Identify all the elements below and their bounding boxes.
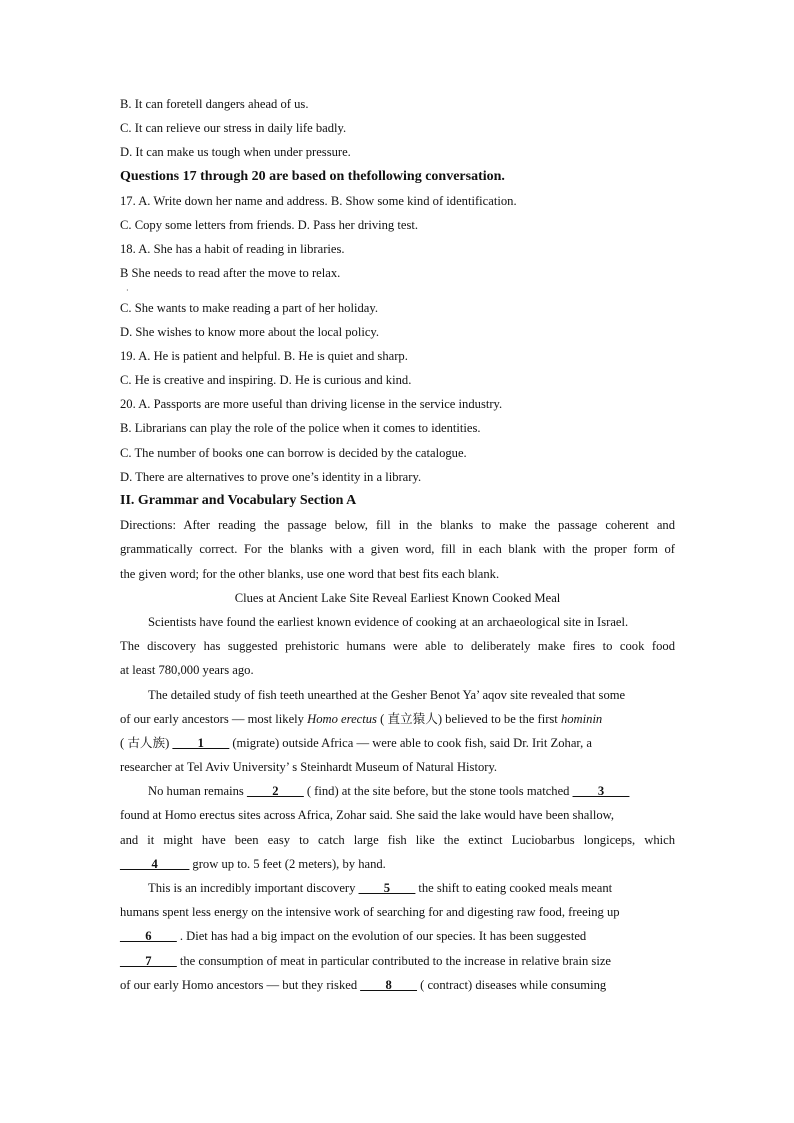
option-b: B. It can foretell dangers ahead of us.	[120, 97, 309, 111]
directions-line-1: Directions: After reading the passage below, fill in the blanks to make the passage coherent and	[120, 518, 675, 533]
p2-line-3-text-a: ( 古人族)	[120, 735, 170, 750]
q20-option-d: D. There are alternatives to prove one’s identity in a library.	[120, 469, 422, 484]
p4-line-1-text-a: This is an incredibly important discovery	[148, 881, 356, 895]
option-c: C. It can relieve our stress in daily life badly.	[120, 121, 347, 136]
q18-option-b: B She needs to read after the move to relax.	[120, 266, 341, 281]
p3-line-1-text-b: ( find) at the site before, but the stone tools matched	[306, 784, 570, 799]
p3-line-1	[120, 779, 675, 803]
directions-line-3: the given word; for the other blanks, use one word that best fits each blank.	[120, 566, 500, 581]
p1-line-2: The discovery has suggested prehistoric humans were able to deliberately make fires to cook food	[120, 639, 675, 654]
document-page	[120, 92, 675, 997]
blank-4[interactable]: _____4_____	[120, 856, 190, 871]
p3-line-4-text: grow up to. 5 feet (2 meters), by hand.	[192, 856, 386, 871]
q18-option-d: D. She wishes to know more about the local policy.	[120, 324, 380, 339]
blank-2[interactable]: ____2____	[247, 784, 304, 799]
p4-line-3	[120, 924, 675, 948]
q20-option-a: 20. A. Passports are more useful than driving license in the service industry.	[120, 397, 503, 412]
section-heading: II. Grammar and Vocabulary Section A	[120, 493, 357, 508]
p4-line-4	[120, 949, 675, 973]
p4-line-3-text: . Diet has had a big impact on the evolution of our species. It has been suggested	[179, 929, 587, 944]
blank-8[interactable]: ____8____	[360, 977, 417, 992]
q18-option-b-mark: ·	[126, 285, 129, 295]
species-name: Homo erectus	[307, 711, 377, 726]
p3-line-4	[120, 852, 675, 876]
q20-option-b: B. Librarians can play the role of the police when it comes to identities.	[120, 421, 481, 436]
p1-line-3: at least 780,000 years ago.	[120, 663, 254, 678]
p2-line-3-text-b: (migrate) outside Africa — were able to cook fish, said Dr. Irit Zohar, a	[232, 735, 593, 750]
p4-line-1	[120, 876, 675, 900]
q17-line-1: 17. A. Write down her name and address. B. Show some kind of identification.	[120, 193, 517, 208]
p3-line-3: and it might have been easy to catch large fish like the extinct Luciobarbus longiceps, which	[120, 832, 675, 847]
passage-title: Clues at Ancient Lake Site Reveal Earliest Known Cooked Meal	[234, 590, 561, 605]
p2-line-4: researcher at Tel Aviv University’ s Steinhardt Museum of Natural History.	[120, 760, 498, 775]
blank-6[interactable]: ____6____	[120, 929, 177, 944]
p2-line-2-text-b: ( 直立猿人) believed to be the first	[380, 711, 558, 726]
directions-line-2: grammatically correct. For the blanks with a given word, fill in each blank with the proper form of	[120, 542, 675, 557]
blank-5[interactable]: ____5____	[358, 881, 416, 895]
blank-3[interactable]: ____3____	[572, 784, 630, 799]
blank-7[interactable]: ____7____	[120, 953, 177, 968]
p1-line-1: Scientists have found the earliest known evidence of cooking at an archaeological site in Israel.	[148, 614, 629, 629]
p2-line-1: The detailed study of fish teeth unearthed at the Gesher Benot Ya’ aqov site revealed that some	[148, 687, 626, 702]
p3-line-1-text-a: No human remains	[148, 784, 244, 799]
q18-option-c: C. She wants to make reading a part of her holiday.	[120, 300, 378, 315]
q19-line-2: C. He is creative and inspiring. D. He is curious and kind.	[120, 373, 412, 388]
blank-1[interactable]: ____1____	[172, 735, 230, 750]
p4-line-4-text: the consumption of meat in particular contributed to the increase in relative brain size	[179, 953, 612, 968]
p4-line-1-text-b: the shift to eating cooked meals meant	[418, 881, 613, 895]
q17-line-2: C. Copy some letters from friends. D. Pass her driving test.	[120, 217, 419, 232]
q20-option-c: C. The number of books one can borrow is decided by the catalogue.	[120, 445, 467, 460]
hominin-term: hominin	[560, 711, 603, 726]
p4-line-5-text-a: of our early Homo ancestors — but they risked	[120, 977, 358, 992]
p2-line-2-text-a: of our early ancestors — most likely	[120, 711, 304, 726]
conversation-heading: Questions 17 through 20 are based on thefollowing conversation.	[120, 168, 505, 184]
p4-line-2: humans spent less energy on the intensive work of searching for and digesting raw food, freeing up	[120, 905, 620, 920]
p3-line-2: found at Homo erectus sites across Africa, Zohar said. She said the lake would have been shallow,	[120, 808, 615, 823]
option-d: D. It can make us tough when under pressure.	[120, 145, 351, 160]
q19-line-1: 19. A. He is patient and helpful. B. He is quiet and sharp.	[120, 348, 408, 363]
p4-line-5-text-b: ( contract) diseases while consuming	[420, 977, 607, 992]
q18-option-a: 18. A. She has a habit of reading in libraries.	[120, 242, 345, 257]
p2-line-3	[120, 731, 675, 755]
p2-line-2	[120, 707, 675, 731]
p4-line-5	[120, 973, 675, 997]
